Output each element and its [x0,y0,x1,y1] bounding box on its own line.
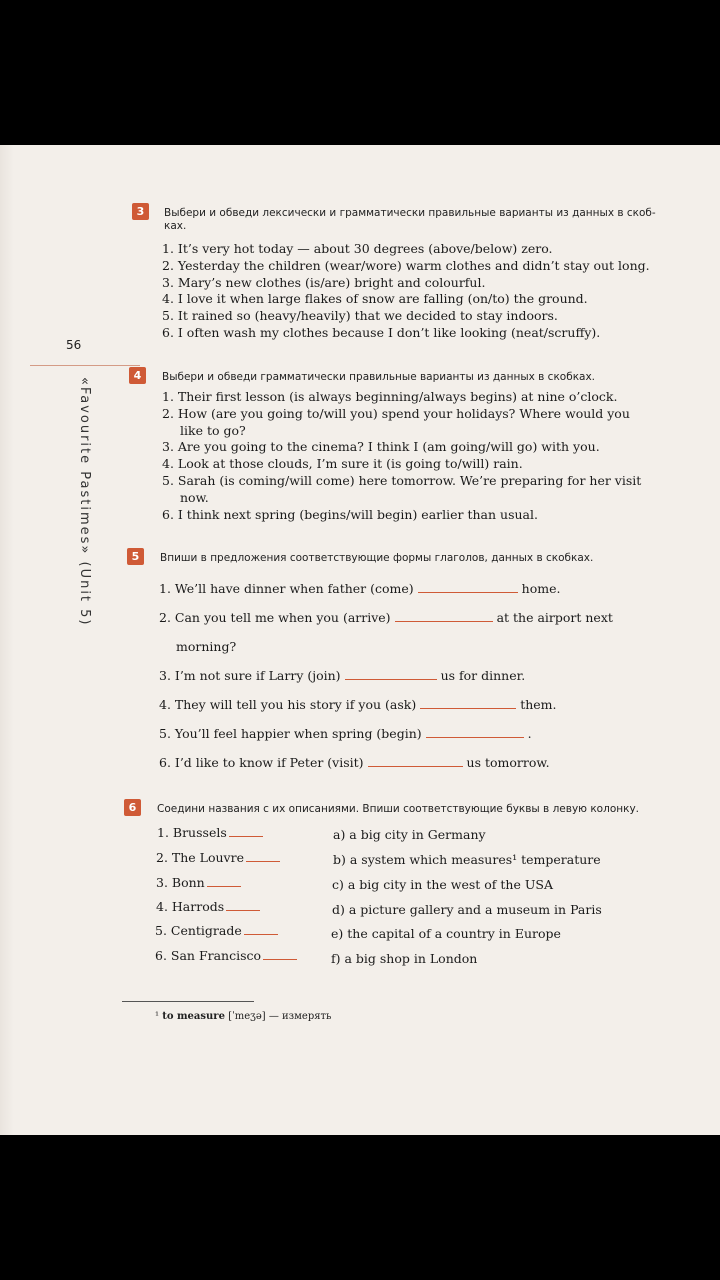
list-item: 4. Look at those clouds, I’m sure it (is going to/will) rain. [162,456,523,472]
answer-blank[interactable] [418,580,518,593]
list-item: 3. Are you going to the cinema? I think I (am going/will go) with you. [162,439,600,455]
exercise-instruction: Выбери и обведи грамматически правильные варианты из данных в скобках. [162,371,596,383]
unit-side-title: «Favourite Pastimes» (Unit 5) [77,377,92,627]
match-left-item: 6. San Francisco [155,948,297,963]
list-item: morning? [176,639,237,654]
match-left-item: 4. Harrods [156,899,260,914]
answer-blank[interactable] [244,924,278,935]
list-item: 2. How (are you going to/will you) spend your holidays? Where would you like to go? [162,405,630,438]
textbook-page [0,145,720,1135]
exercise-number-badge: 3 [132,203,149,220]
list-item: 6. I think next spring (begins/will begin) earlier than usual. [162,506,538,522]
match-left-item: 3. Bonn [156,875,241,890]
exercise-number-badge: 4 [129,367,146,384]
exercise-items [162,389,641,523]
answer-blank[interactable] [345,667,437,680]
list-item: 5. It rained so (heavy/heavily) that we decided to stay indoors. [162,308,558,324]
list-item: 1. Their first lesson (is always beginning/always begins) at nine o’clock. [162,389,618,404]
answer-blank[interactable] [368,754,463,767]
answer-blank[interactable] [229,826,263,837]
list-item: 2. Can you tell me when you (arrive) at the airport next [159,610,613,625]
answer-blank[interactable] [426,725,524,738]
match-left-item: 1. Brussels [157,825,263,840]
exercise-instruction: Выбери и обведи лексически и грамматически правильные варианты из данных в скоб- ках. [164,207,656,232]
match-right-item: b) a system which measures¹ temperature [333,852,601,867]
exercise-items [162,241,650,342]
list-item: 1. It’s very hot today — about 30 degrees (above/below) zero. [162,241,553,256]
margin-divider [30,365,140,366]
answer-blank[interactable] [263,949,297,960]
answer-blank[interactable] [207,876,241,887]
list-item: 4. They will tell you his story if you (ask) them. [159,697,557,712]
list-item: 5. You’ll feel happier when spring (begin) . [159,726,532,741]
match-right-item: e) the capital of a country in Europe [331,926,561,941]
exercise-number-badge: 6 [124,799,141,816]
match-right-item: a) a big city in Germany [333,827,486,842]
list-item: 4. I love it when large flakes of snow are falling (on/to) the ground. [162,291,588,307]
match-left-item: 5. Centigrade [155,923,278,938]
answer-blank[interactable] [420,696,516,709]
page-number: 56 [66,338,82,352]
list-item: 3. Mary’s new clothes (is/are) bright and colourful. [162,274,486,290]
list-item: 6. I often wash my clothes because I don’t like looking (neat/scruffy). [162,324,601,340]
exercise-instruction: Соедини названия с их описаниями. Впиши соответствующие буквы в левую колонку. [157,803,639,815]
list-item: 3. I’m not sure if Larry (join) us for dinner. [159,668,526,683]
footnote: ¹ to measure [ˈmeʒə] — измерять [155,1011,332,1022]
exercise-items [159,574,613,777]
match-right-item: c) a big city in the west of the USA [332,877,553,892]
match-left-item: 2. The Louvre [156,850,280,865]
answer-blank[interactable] [246,851,280,862]
match-right-item: f) a big shop in London [331,951,478,966]
list-item: 6. I’d like to know if Peter (visit) us tomorrow. [159,755,550,770]
footnote-divider [122,1001,254,1002]
exercise-number-badge: 5 [127,548,144,565]
list-item: 2. Yesterday the children (wear/wore) warm clothes and didn’t stay out long. [162,257,650,273]
match-right-item: d) a picture gallery and a museum in Paris [332,902,602,917]
list-item: 5. Sarah (is coming/will come) here tomorrow. We’re preparing for her visit now. [162,472,642,505]
answer-blank[interactable] [226,900,260,911]
list-item: 1. We’ll have dinner when father (come) home. [159,581,561,596]
answer-blank[interactable] [395,609,493,622]
exercise-instruction: Впиши в предложения соответствующие формы глаголов, данных в скобках. [160,552,594,564]
